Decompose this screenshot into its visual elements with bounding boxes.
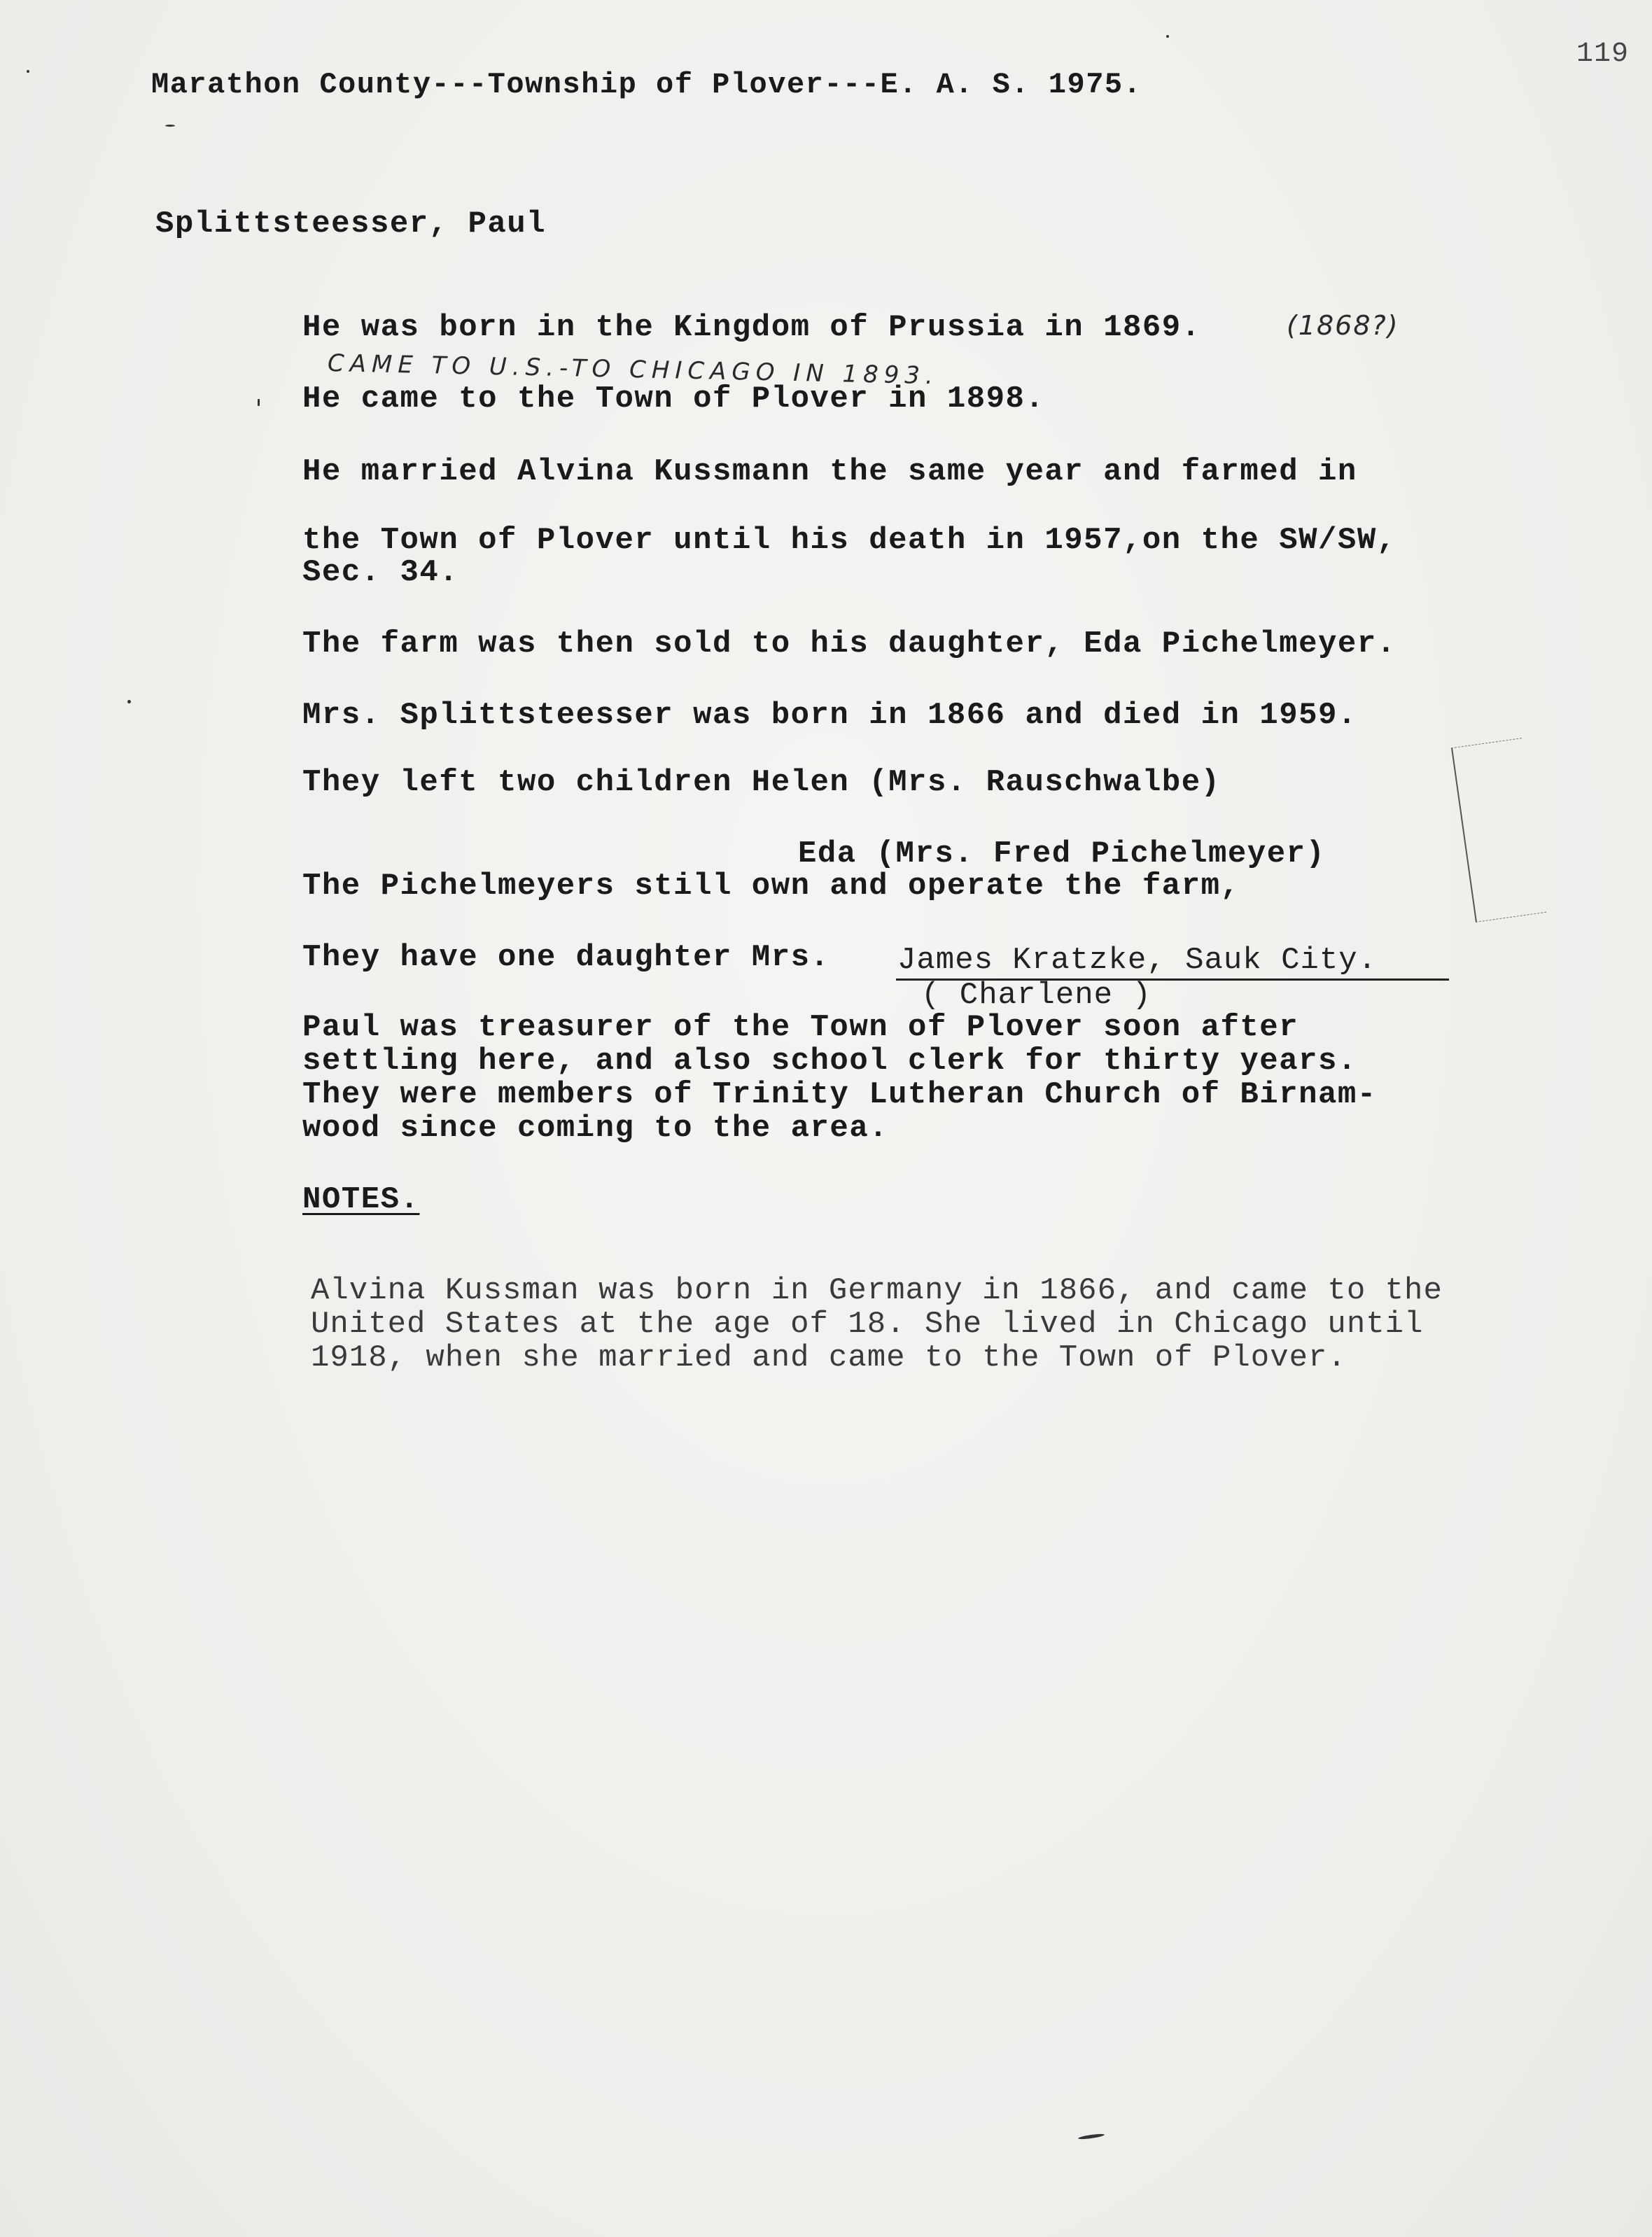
ink-speck — [1078, 2133, 1105, 2140]
farm-operation-line: The Pichelmeyers still own and operate the farm, — [302, 869, 1240, 904]
subject-name: Splittsteesser, Paul — [155, 206, 547, 241]
granddaughter-given-name: ( Charlene ) — [921, 978, 1152, 1013]
ink-speck — [165, 125, 175, 127]
margin-bracket-mark — [1451, 738, 1546, 923]
farm-sale-line: The farm was then sold to his daughter, Eda Pichelmeyer. — [302, 626, 1396, 661]
wife-dates-line: Mrs. Splittsteesser was born in 1866 and died in 1959. — [302, 698, 1357, 733]
second-child-line: Eda (Mrs. Fred Pichelmeyer) — [798, 836, 1326, 871]
handwritten-insert: CAME TO U.S.-TO CHICAGO IN 1893. — [327, 349, 939, 391]
children-line: They left two children Helen (Mrs. Rauschwalbe) — [302, 765, 1221, 800]
granddaughter-name: James Kratzke, Sauk City. — [897, 943, 1378, 978]
marriage-line: He married Alvina Kussmann the same year and farmed in — [302, 454, 1357, 489]
farm-location-line-1: the Town of Plover until his death in 1957,on the SW/SW, — [302, 523, 1396, 558]
notes-heading: NOTES. — [302, 1182, 420, 1217]
granddaughter-line-prefix: They have one daughter Mrs. — [302, 940, 830, 975]
service-line-2: settling here, and also school clerk for thirty years. — [302, 1044, 1357, 1079]
ink-speck — [27, 70, 29, 73]
handwritten-birth-note: (1868?) — [1287, 310, 1399, 341]
church-line-2: wood since coming to the area. — [302, 1111, 889, 1146]
ink-speck — [127, 700, 131, 703]
birth-line: He was born in the Kingdom of Prussia in 1869. — [302, 310, 1201, 345]
notes-line-1: Alvina Kussman was born in Germany in 1866, and came to the — [311, 1273, 1443, 1308]
page-number: 119 — [1576, 38, 1630, 70]
arrival-line: He came to the Town of Plover in 1898. — [302, 381, 1045, 416]
church-line-1: They were members of Trinity Lutheran Church of Birnam- — [302, 1077, 1377, 1112]
notes-line-2: United States at the age of 18. She lived in Chicago until — [311, 1307, 1424, 1342]
document-header: Marathon County---Township of Plover---E. A. S. 1975. — [151, 68, 1142, 101]
ink-speck — [1166, 35, 1169, 38]
farm-location-line-2: Sec. 34. — [302, 555, 459, 590]
notes-line-3: 1918, when she married and came to the Town of Plover. — [311, 1340, 1347, 1375]
ink-speck — [258, 399, 260, 406]
service-line-1: Paul was treasurer of the Town of Plover soon after — [302, 1010, 1299, 1045]
